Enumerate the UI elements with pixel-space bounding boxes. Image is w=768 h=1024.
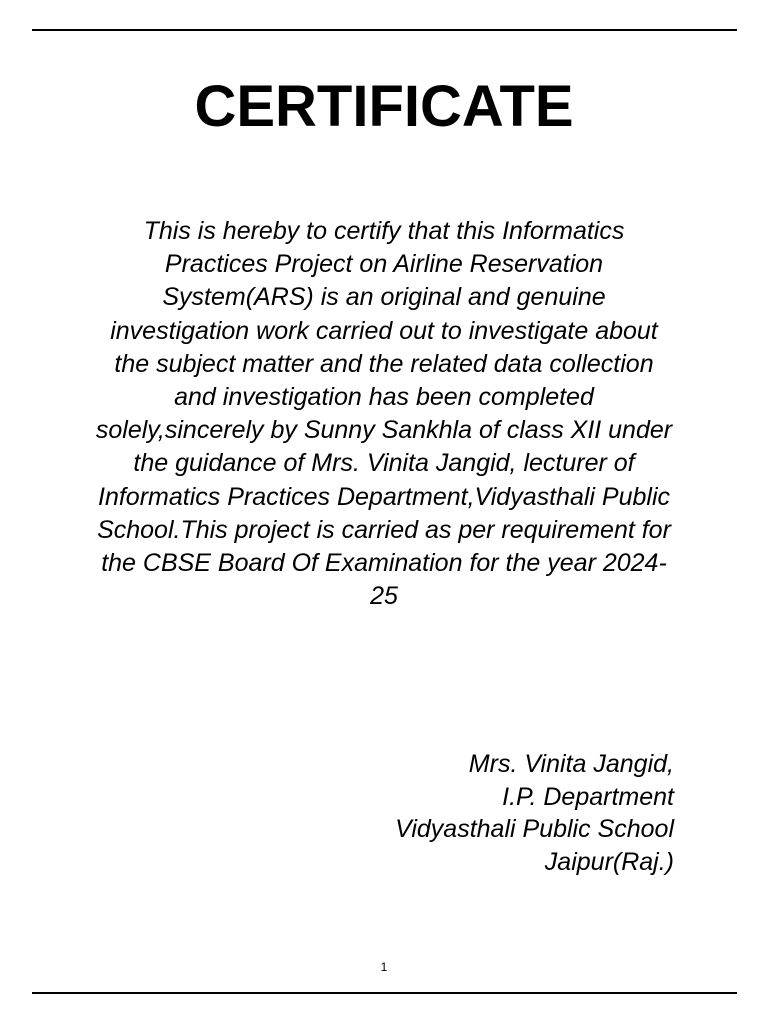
signatory-school: Vidyasthali Public School <box>395 815 674 843</box>
certificate-title: CERTIFICATE <box>194 74 574 139</box>
signatory-name: Mrs. Vinita Jangid, <box>468 750 674 778</box>
page-number: 1 <box>380 960 388 974</box>
certificate-body-text: This is hereby to certify that this Informatics Practices Project on Airline Reservation System(ARS) is an original and genuine investigation work carried out to investigate about the subject matter and the related data collection and investigation has been completed solely,sincerely by Sunny Sankhla of class XII under the guidance of Mrs. Vinita Jangid, lecturer of Informatics Practices Department,Vidyasthali Public School.This project is carried as per requirement for the CBSE Board Of Examination for the year 2024-25 <box>95 217 673 611</box>
top-divider <box>32 29 737 31</box>
signatory-department: I.P. Department <box>502 782 674 811</box>
signature-block <box>395 748 674 878</box>
signatory-city: Jaipur(Raj.) <box>544 847 674 876</box>
bottom-divider <box>32 992 737 994</box>
